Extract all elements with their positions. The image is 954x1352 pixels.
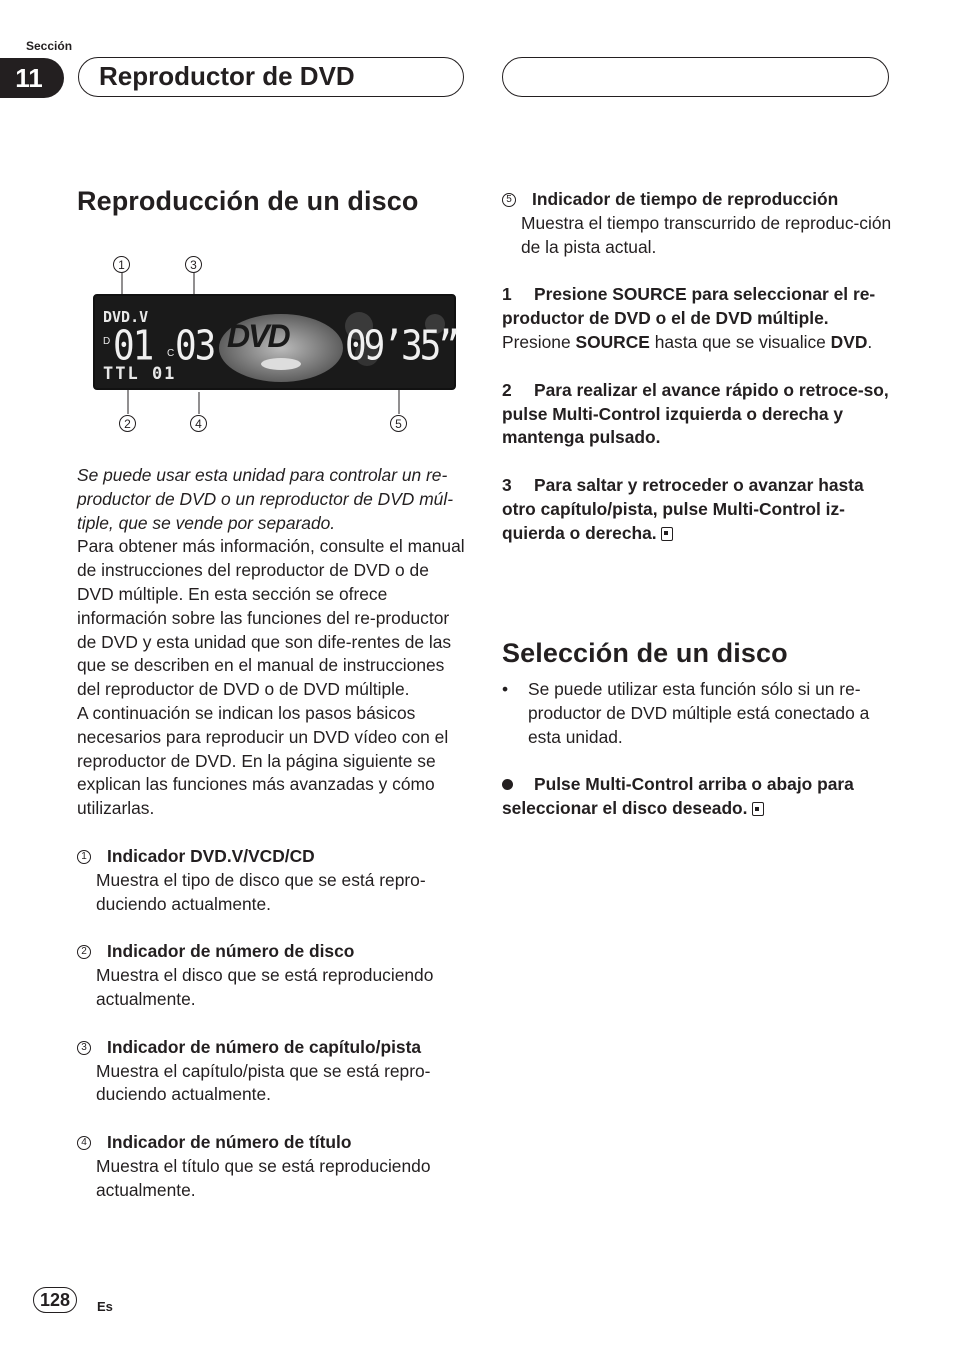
indicator-2 (77, 940, 467, 1011)
lcd-ttl: TTL 01 (103, 364, 177, 384)
step-1-sub-mid: hasta que se visualice (649, 331, 831, 352)
step-dot-icon (502, 773, 534, 797)
step-3 (502, 474, 892, 545)
end-mark-icon-2 (752, 802, 764, 816)
paragraph-1: Para obtener más información, consulte el manual de instrucciones del reproductor de DVD o de DVD múltiple. En esta sección se ofrece información sobre las funciones del re-productor de DVD y esta unidad que son dife-rentes de las que se describen en el manual de instrucciones del reproductor de DVD o de DVD múltiple. (77, 536, 465, 700)
indicator-3-title: Indicador de número de capítulo/pista (107, 1036, 422, 1057)
step-1-sub-pre: Presione (502, 331, 576, 352)
step-1 (502, 283, 892, 354)
heading-seleccion: Selección de un disco (502, 638, 788, 668)
step-1-sub (502, 331, 892, 355)
section-number-badge: 11 (0, 58, 64, 98)
right-column-text-2 (502, 678, 892, 821)
lcd-chapter: 01 (113, 322, 153, 371)
step-1-text: Presione SOURCE para seleccionar el re-productor de DVD o el de DVD múltiple. (502, 284, 876, 329)
circle-number-1: 1 (77, 850, 91, 864)
paragraph-2: A continuación se indican los pasos básicos necesarios para reproducir un DVD vídeo con el reproductor de DVD. En la página siguiente se explican las funciones más avanzadas y cómo utilizarlas. (77, 702, 449, 819)
callout-1: 1 (113, 256, 130, 273)
step-2-text: Para realizar el avance rápido o retroce-so, pulse Multi-Control izquierda o derecha y mantenga pulsado. (502, 379, 889, 448)
step-1-sub-dvd: DVD (830, 331, 868, 352)
section-label: Sección (26, 39, 73, 53)
lcd-screen (93, 294, 456, 390)
step-1-sub-end: . (867, 331, 873, 352)
heading-reproduccion: Reproducción de un disco (77, 186, 419, 216)
lcd-time: 09’35” (345, 322, 458, 371)
lcd-disc-letter: D (103, 336, 111, 347)
indicator-5-title: Indicador de tiempo de reproducción (532, 189, 839, 209)
indicator-1-title: Indicador DVD.V/VCD/CD (107, 845, 315, 866)
indicator-1-body: Muestra el tipo de disco que se está repro-duciendo actualmente. (96, 869, 426, 914)
indicator-4 (77, 1131, 467, 1202)
bullet-text: Se puede utilizar esta función sólo si un re-productor de DVD múltiple está conectado a esta unidad. (528, 679, 870, 747)
lcd-mode: DVD.V (103, 308, 149, 326)
callout-3: 3 (185, 256, 202, 273)
lcd-dvd-logo: DVD (227, 318, 289, 354)
indicator-2-body: Muestra el disco que se está reproduciendo actualmente. (96, 965, 434, 1009)
step-dot (502, 773, 892, 821)
step-1-number: 1 (502, 284, 512, 305)
display-illustration (93, 252, 463, 442)
circle-number-4: 4 (77, 1136, 91, 1150)
bullet-dot: • (502, 679, 509, 699)
end-mark-icon (661, 527, 673, 541)
circle-number-2: 2 (77, 945, 91, 959)
callout-2: 2 (119, 415, 136, 432)
indicator-2-title: Indicador de número de disco (107, 941, 355, 962)
section-title: Reproductor de DVD (78, 57, 464, 97)
indicator-4-body: Muestra el título que se está reproduciendo actualmente. (96, 1155, 431, 1200)
indicator-4-title: Indicador de número de título (107, 1132, 352, 1153)
indicator-3 (77, 1036, 467, 1107)
indicator-1 (77, 845, 467, 916)
step-2 (502, 379, 892, 450)
header-empty-pill (502, 57, 889, 97)
page-number: 128 (33, 1287, 77, 1313)
step-1-sub-source: SOURCE (575, 331, 650, 352)
indicator-5 (502, 188, 892, 259)
callout-4: 4 (190, 415, 207, 432)
step-3-text: Para saltar y retroceder o avanzar hasta otro capítulo/pista, pulse Multi-Control iz-quierda o derecha. (502, 475, 864, 543)
circle-number-3: 3 (77, 1041, 91, 1055)
step-2-number: 2 (502, 379, 512, 400)
right-column-text (502, 188, 892, 546)
language-code: Es (97, 1299, 113, 1314)
lcd-title-number: 03 (175, 322, 215, 371)
callout-5: 5 (390, 415, 407, 432)
indicator-3-body: Muestra el capítulo/pista que se está repro-duciendo actualmente. (96, 1060, 431, 1105)
lcd-c-letter: C (167, 348, 175, 359)
circle-number-5: 5 (502, 193, 516, 207)
left-column-text (77, 464, 467, 1203)
indicator-5-body: Muestra el tiempo transcurrido de reproduc-ción de la pista actual. (521, 212, 892, 257)
step-dot-text: Pulse Multi-Control arriba o abajo para seleccionar el disco deseado. (502, 774, 854, 819)
bullet-item (502, 678, 892, 749)
intro-italic: Se puede usar esta unidad para controlar un re-productor de DVD o un reproductor de DVD múl-tiple, que se vende por separado. (77, 465, 454, 533)
step-3-number: 3 (502, 475, 512, 496)
